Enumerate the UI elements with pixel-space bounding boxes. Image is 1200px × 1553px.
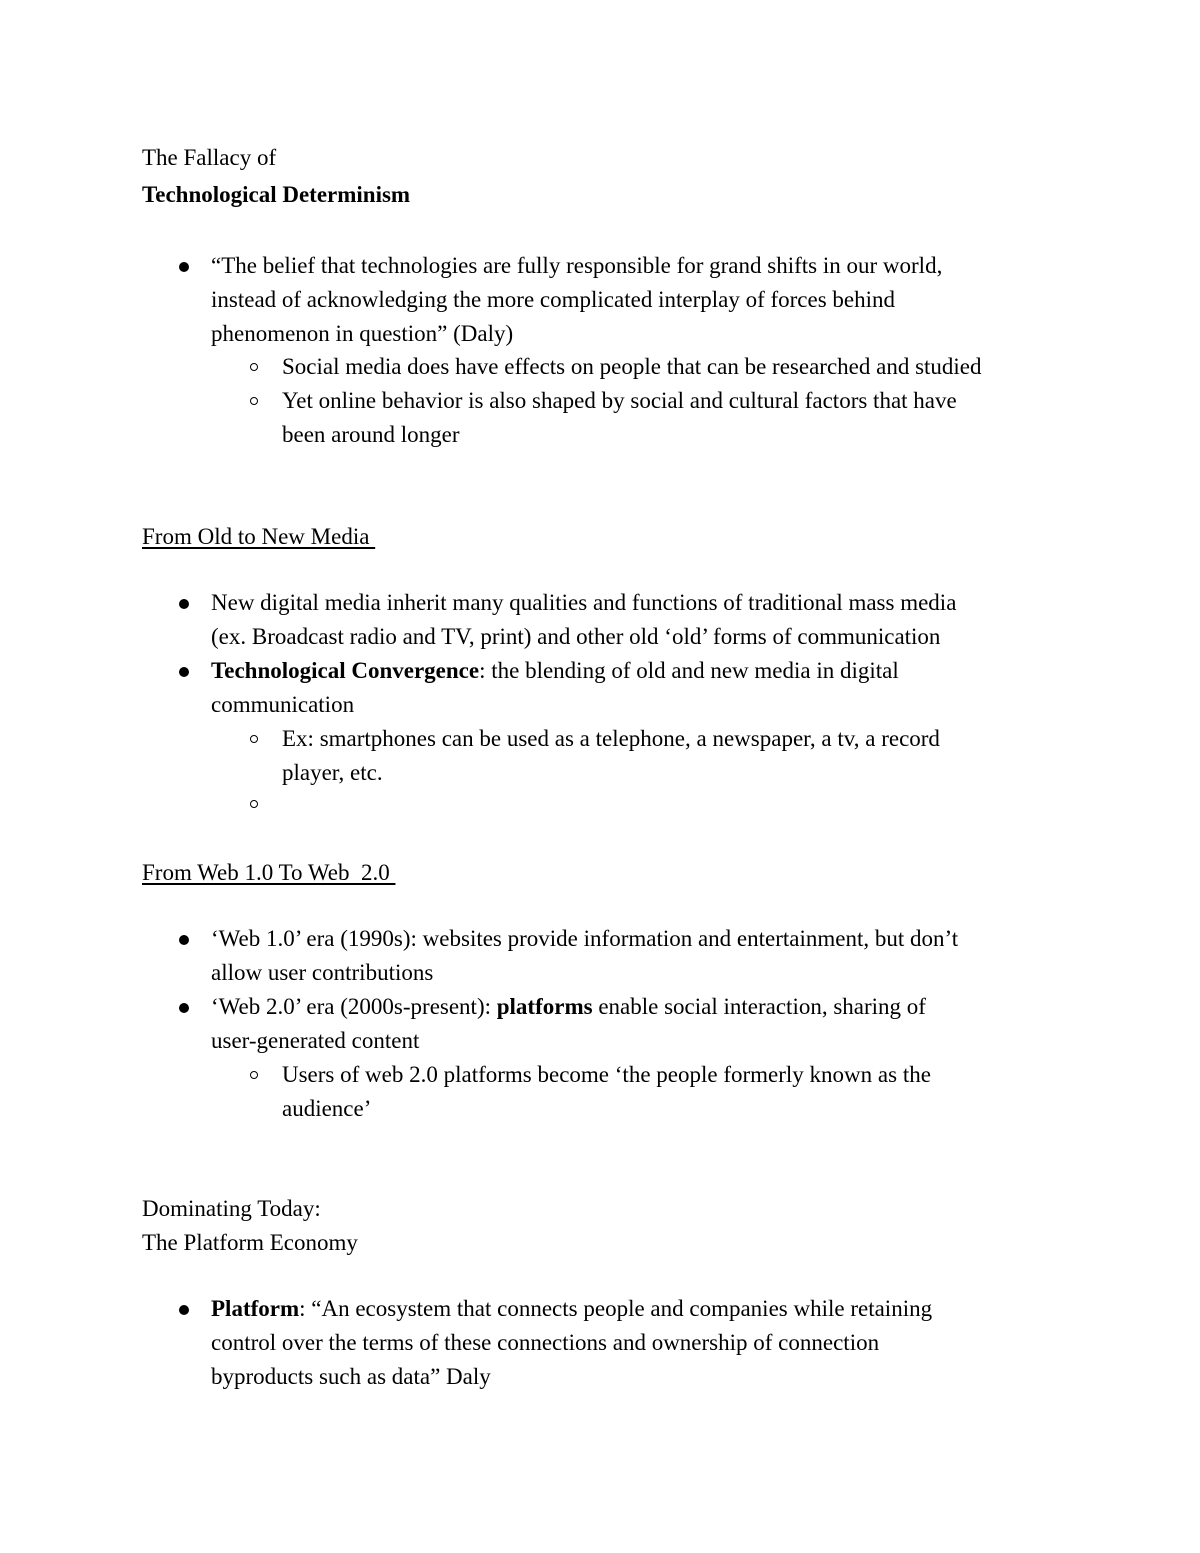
sub-bullet-text-line: player, etc. [282, 760, 383, 785]
bullet-text-line [211, 990, 926, 1024]
sub-bullet-text-line: Social media does have effects on people that can be researched and studied [282, 354, 982, 379]
section-title-dominating-line2: The Platform Economy [142, 1230, 358, 1255]
bullet-disc [179, 1305, 189, 1315]
bullet-text-line: (ex. Broadcast radio and TV, print) and other old ‘old’ forms of communication [211, 624, 941, 649]
sub-bullet-text-line: audience’ [282, 1096, 372, 1121]
section-title-fallacy-line2: Technological Determinism [142, 182, 411, 207]
sub-bullet-text-line: Users of web 2.0 platforms become ‘the people formerly known as the [282, 1062, 931, 1087]
bullet-text-line: “The belief that technologies are fully responsible for grand shifts in our world, [211, 253, 943, 278]
bullet-text-line [211, 1292, 932, 1326]
sub-bullet-circle [250, 397, 258, 405]
term-technological-convergence: Technological Convergence [211, 658, 480, 683]
bullet-disc [179, 599, 189, 609]
bullet-text-line: user-generated content [211, 1028, 420, 1053]
sub-bullet-text-line: been around longer [282, 422, 460, 447]
bullet-text-line [211, 654, 899, 688]
bullet-text-line: New digital media inherit many qualities and functions of traditional mass media [211, 590, 957, 615]
bullet-disc [179, 667, 189, 677]
bullet-text-line: phenomenon in question” (Daly) [211, 321, 514, 346]
bullet-text-line: ‘Web 1.0’ era (1990s): websites provide information and entertainment, but don’t [211, 926, 959, 951]
bullet-disc [179, 262, 189, 272]
section-title-dominating-line1: Dominating Today: [142, 1196, 321, 1221]
bullet-text-line: communication [211, 692, 355, 717]
definition-text: : “An ecosystem that connects people and companies while retaining [299, 1296, 933, 1321]
web2-era-text: ‘Web 2.0’ era (2000s-present): [211, 994, 497, 1019]
bullet-text-line: control over the terms of these connections and ownership of connection [211, 1330, 880, 1355]
term-platforms: platforms [496, 994, 593, 1019]
bullet-text-line: allow user contributions [211, 960, 434, 985]
section-title-web: From Web 1.0 To Web 2.0 [142, 860, 396, 885]
definition-text: : the blending of old and new media in digital [479, 658, 899, 683]
web2-era-rest: enable social interaction, sharing of [592, 994, 926, 1019]
term-platform: Platform [211, 1296, 300, 1321]
bullet-disc [179, 1003, 189, 1013]
sub-bullet-text-line: Ex: smartphones can be used as a telephone, a newspaper, a tv, a record [282, 726, 940, 751]
section-title-fallacy-line1: The Fallacy of [142, 145, 277, 170]
sub-bullet-circle [250, 1071, 258, 1079]
sub-bullet-circle-empty [250, 800, 258, 808]
section-title-old-new-media: From Old to New Media [142, 524, 376, 549]
bullet-text-line: instead of acknowledging the more complicated interplay of forces behind [211, 287, 896, 312]
sub-bullet-circle [250, 735, 258, 743]
bullet-text-line: byproducts such as data” Daly [211, 1364, 491, 1389]
sub-bullet-circle [250, 363, 258, 371]
sub-bullet-text-line: Yet online behavior is also shaped by social and cultural factors that have [282, 388, 957, 413]
bullet-disc [179, 935, 189, 945]
